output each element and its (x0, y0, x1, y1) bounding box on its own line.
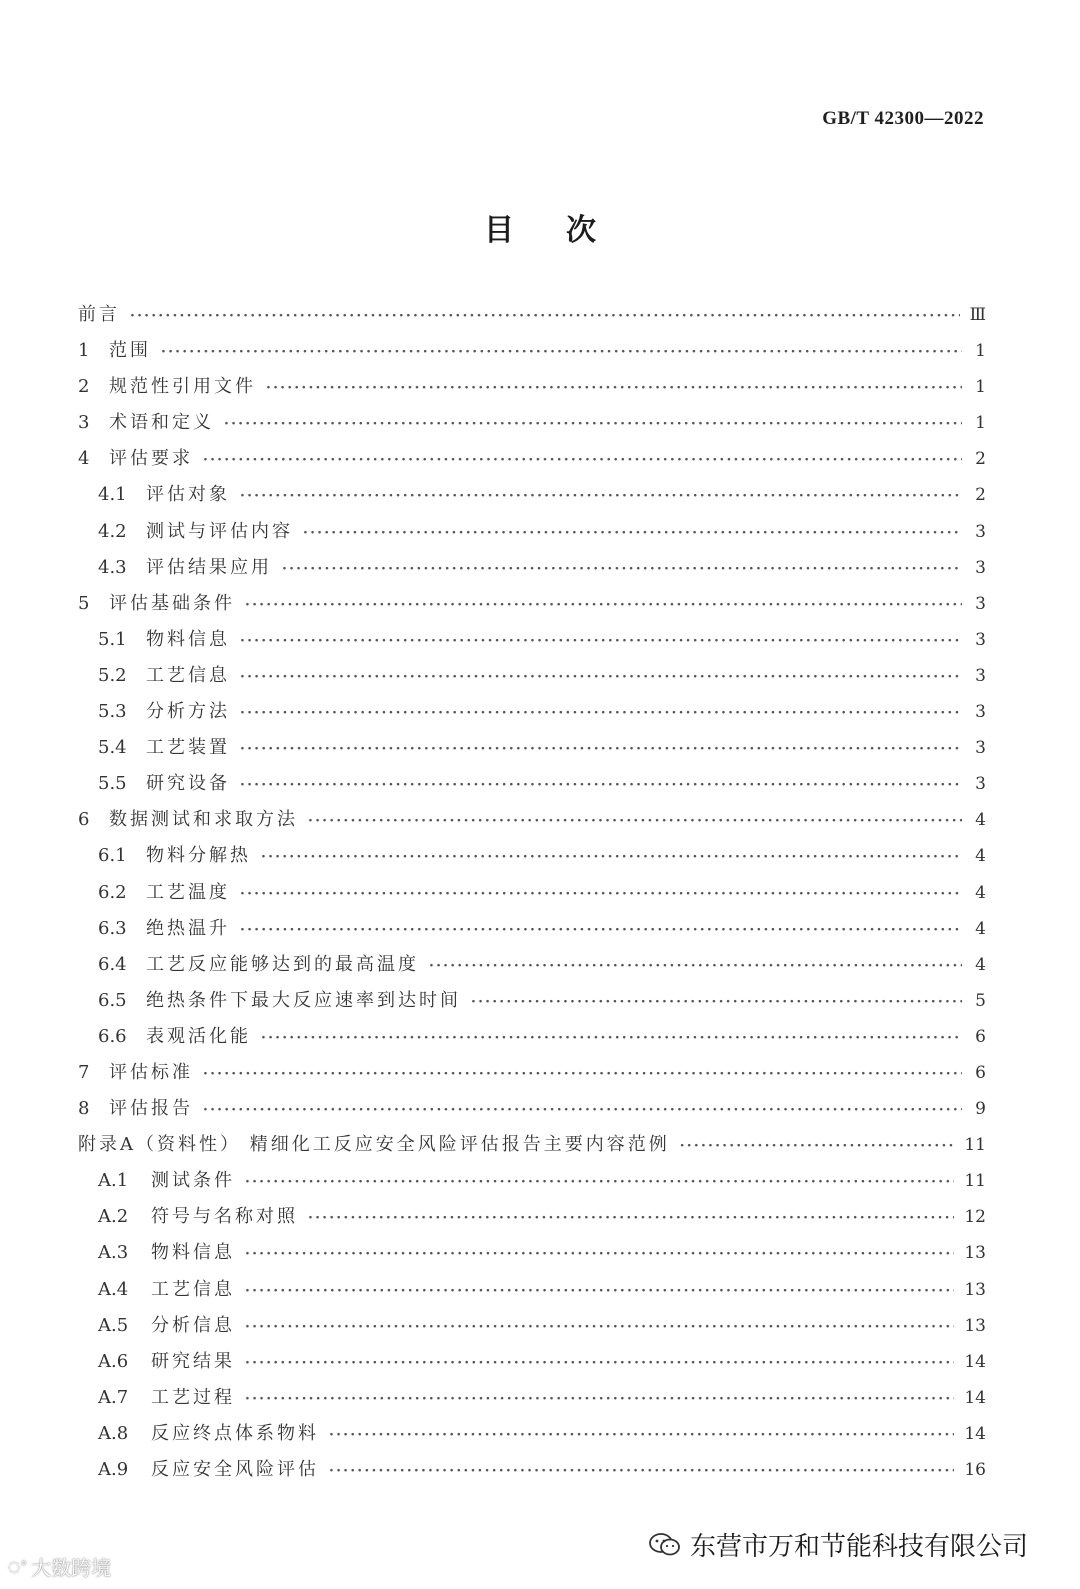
toc-entry[interactable] (78, 950, 986, 986)
toc-entry[interactable] (78, 372, 986, 408)
toc-entry[interactable] (78, 1022, 986, 1058)
toc-leader-dots (266, 380, 962, 396)
toc-entry-page: 4 (975, 810, 986, 831)
toc-entry-page: 3 (975, 629, 986, 650)
toc-entry-title: 术语和定义 (109, 412, 214, 434)
toc-leader-dots (329, 1463, 954, 1479)
toc-leader-dots (329, 1427, 954, 1443)
toc-entry-number: 6.1 (98, 845, 127, 867)
toc-entry-title: 物料信息 (146, 628, 230, 650)
toc-entry-title: 评估对象 (146, 484, 230, 506)
toc-leader-dots (240, 705, 962, 721)
toc-entry-number: 6.5 (98, 989, 127, 1011)
toc-entry-number: 6.4 (98, 953, 127, 975)
toc-entry-number: 5.2 (98, 664, 127, 686)
toc-entry-number: A.5 (98, 1314, 129, 1336)
toc-entry-title: 工艺反应能够达到的最高温度 (146, 953, 419, 975)
toc-entry-title: 表观活化能 (146, 1025, 251, 1047)
toc-entry-page: 13 (964, 1315, 986, 1336)
toc-entry-title: 测试条件 (151, 1170, 235, 1192)
toc-entry-title: 绝热条件下最大反应速率到达时间 (146, 989, 461, 1011)
toc-entry-number: 5.1 (98, 628, 127, 650)
toc-entry-page: 1 (975, 377, 986, 398)
toc-entry[interactable] (78, 589, 986, 625)
toc-entry-title: 数据测试和求取方法 (109, 809, 298, 831)
toc-entry-page: 2 (975, 485, 986, 506)
toc-entry-page: 4 (975, 846, 986, 867)
toc-leader-dots (245, 1319, 954, 1335)
toc-leader-dots (203, 452, 962, 468)
toc-leader-dots (240, 886, 962, 902)
toc-entry[interactable] (78, 444, 986, 480)
toc-entry[interactable] (78, 480, 986, 516)
toc-entry-title: 物料分解热 (146, 845, 251, 867)
toc-entry[interactable] (78, 986, 986, 1022)
toc-entry-title: 分析信息 (151, 1314, 235, 1336)
toc-entry[interactable] (78, 697, 986, 733)
toc-entry[interactable] (78, 1094, 986, 1130)
toc-entry[interactable] (78, 841, 986, 877)
toc-entry[interactable] (78, 1130, 986, 1166)
toc-entry-number: 6 (78, 809, 90, 831)
toc-entry-title: 反应终点体系物料 (151, 1422, 319, 1444)
toc-entry-number: A.9 (98, 1459, 129, 1480)
toc-entry[interactable] (78, 1202, 986, 1238)
toc-entry-page: 3 (975, 557, 986, 578)
toc-entry-number: A.3 (98, 1242, 129, 1264)
toc-entry[interactable] (78, 1383, 986, 1419)
toc-leader-dots (240, 777, 962, 793)
toc-entry-number: 5.3 (98, 701, 127, 723)
toc-leader-dots (680, 1138, 955, 1154)
toc-entry-number: 7 (78, 1061, 90, 1083)
toc-leader-dots (261, 1030, 962, 1046)
toc-entry-number: 5.5 (98, 773, 127, 795)
toc-entry-page: 9 (975, 1099, 986, 1120)
toc-leader-dots (224, 416, 962, 432)
toc-entry-page: 3 (975, 593, 986, 614)
table-of-contents (78, 300, 986, 1491)
toc-entry-title: 测试与评估内容 (146, 520, 293, 542)
toc-entry-page: 11 (964, 1171, 986, 1192)
toc-entry[interactable] (78, 1275, 986, 1311)
bubble-logo-icon: ◌° (8, 1558, 28, 1575)
toc-entry[interactable] (78, 336, 986, 372)
toc-entry-title: 评估结果应用 (146, 556, 272, 578)
toc-entry-number: 1 (78, 340, 90, 362)
toc-entry-number: 4.2 (98, 520, 127, 542)
toc-leader-dots (130, 308, 960, 324)
toc-entry-page: 3 (975, 774, 986, 795)
toc-entry-title: 规范性引用文件 (109, 376, 256, 398)
toc-entry-number: 5.4 (98, 737, 127, 759)
toc-leader-dots (303, 525, 962, 541)
toc-entry-number: 6.6 (98, 1025, 127, 1047)
toc-entry[interactable] (78, 878, 986, 914)
toc-entry[interactable] (78, 1419, 986, 1455)
account-watermark (648, 1526, 1028, 1563)
toc-entry[interactable] (78, 553, 986, 589)
toc-entry[interactable] (78, 733, 986, 769)
toc-entry-number: A.6 (98, 1350, 129, 1372)
toc-leader-dots (240, 741, 962, 757)
toc-leader-dots (240, 922, 962, 938)
toc-entry-title: 工艺装置 (146, 737, 230, 759)
toc-entry-number: 6.2 (98, 881, 127, 903)
toc-entry-title: 反应安全风险评估 (151, 1459, 319, 1480)
toc-leader-dots (282, 561, 962, 577)
toc-entry[interactable] (78, 625, 986, 661)
toc-entry-title: 工艺信息 (151, 1278, 235, 1300)
toc-leader-dots (203, 1066, 962, 1082)
toc-entry-title: 研究设备 (146, 773, 230, 795)
toc-entry-page: Ⅲ (969, 305, 986, 325)
toc-entry-number: A.7 (98, 1386, 129, 1408)
toc-entry-number: A.4 (98, 1278, 129, 1300)
toc-entry-title: 工艺温度 (146, 881, 230, 903)
toc-entry-page: 14 (964, 1387, 986, 1408)
toc-entry-page: 3 (975, 521, 986, 542)
toc-entry-number: 3 (78, 412, 90, 434)
toc-entry-title: 评估要求 (109, 448, 193, 470)
toc-leader-dots (245, 1174, 954, 1190)
toc-leader-dots (308, 813, 962, 829)
toc-entry[interactable] (78, 1058, 986, 1094)
toc-entry-title: 评估基础条件 (109, 592, 235, 614)
toc-entry-page: 4 (975, 954, 986, 975)
toc-entry-page: 12 (964, 1207, 986, 1228)
toc-entry-number: 4.1 (98, 484, 127, 506)
toc-entry-number: A.8 (98, 1422, 129, 1444)
toc-entry-page: 14 (964, 1351, 986, 1372)
toc-entry-page: 1 (975, 341, 986, 362)
toc-entry-number: 2 (78, 376, 90, 398)
toc-entry-page: 3 (975, 665, 986, 686)
toc-entry-page: 14 (964, 1423, 986, 1444)
toc-entry-title: 物料信息 (151, 1242, 235, 1264)
toc-entry-title: 范围 (109, 340, 151, 362)
toc-leader-dots (471, 994, 962, 1010)
toc-entry[interactable] (78, 805, 986, 841)
toc-entry-number: 4.3 (98, 556, 127, 578)
toc-entry-page: 13 (964, 1279, 986, 1300)
toc-entry-page: 4 (975, 918, 986, 939)
wechat-icon (648, 1532, 682, 1558)
toc-entry-page: 11 (964, 1135, 986, 1156)
toc-entry-title: 工艺信息 (146, 664, 230, 686)
toc-leader-dots (161, 344, 962, 360)
toc-entry[interactable] (78, 1311, 986, 1347)
toc-entry-page: 2 (975, 449, 986, 470)
toc-entry-number: A.2 (98, 1206, 129, 1228)
toc-leader-dots (261, 849, 962, 865)
toc-entry-page: 5 (975, 990, 986, 1011)
toc-entry-page: 6 (975, 1026, 986, 1047)
toc-entry-title: 研究结果 (151, 1350, 235, 1372)
page-title: 目次 (484, 213, 648, 248)
standard-code: GB/T 42300—2022 (822, 108, 984, 129)
toc-entry[interactable] (78, 300, 986, 336)
source-watermark (8, 1552, 111, 1581)
toc-leader-dots (245, 1283, 954, 1299)
toc-entry-number: 8 (78, 1098, 90, 1120)
toc-leader-dots (245, 597, 962, 613)
toc-entry-number: 5 (78, 592, 90, 614)
toc-entry-title: 工艺过程 (151, 1386, 235, 1408)
toc-entry-title: 绝热温升 (146, 917, 230, 939)
toc-entry[interactable] (78, 1347, 986, 1383)
toc-leader-dots (240, 633, 962, 649)
toc-entry-page: 16 (964, 1460, 986, 1480)
toc-entry-title: 评估标准 (109, 1061, 193, 1083)
toc-entry-number: 6.3 (98, 917, 127, 939)
toc-entry-number: 4 (78, 448, 90, 470)
toc-entry[interactable] (78, 1455, 986, 1491)
toc-entry-title: 前言 (78, 304, 120, 325)
toc-entry-title: 分析方法 (146, 701, 230, 723)
toc-entry-page: 3 (975, 702, 986, 723)
toc-entry-page: 3 (975, 738, 986, 759)
toc-entry-page: 6 (975, 1062, 986, 1083)
toc-leader-dots (308, 1210, 954, 1226)
toc-entry-title: 评估报告 (109, 1098, 193, 1120)
toc-leader-dots (245, 1246, 954, 1262)
toc-entry-page: 4 (975, 882, 986, 903)
toc-entry[interactable] (78, 914, 986, 950)
toc-entry-page: 1 (975, 413, 986, 434)
toc-entry[interactable] (78, 1238, 986, 1274)
toc-entry-title: 附录A（资料性） 精细化工反应安全风险评估报告主要内容范例 (78, 1134, 670, 1156)
toc-leader-dots (240, 669, 962, 685)
toc-leader-dots (203, 1102, 962, 1118)
toc-entry[interactable] (78, 517, 986, 553)
account-watermark-text: 东营市万和节能科技有限公司 (689, 1532, 1028, 1562)
toc-entry-page: 13 (964, 1243, 986, 1264)
toc-entry[interactable] (78, 769, 986, 805)
toc-entry-number: A.1 (98, 1170, 129, 1192)
source-watermark-text: 大数跨境 (31, 1556, 112, 1580)
toc-entry-title: 符号与名称对照 (151, 1206, 298, 1228)
toc-leader-dots (429, 958, 962, 974)
toc-entry[interactable] (78, 1166, 986, 1202)
toc-entry[interactable] (78, 661, 986, 697)
toc-leader-dots (240, 488, 962, 504)
toc-entry[interactable] (78, 408, 986, 444)
toc-leader-dots (245, 1391, 954, 1407)
toc-leader-dots (245, 1355, 954, 1371)
